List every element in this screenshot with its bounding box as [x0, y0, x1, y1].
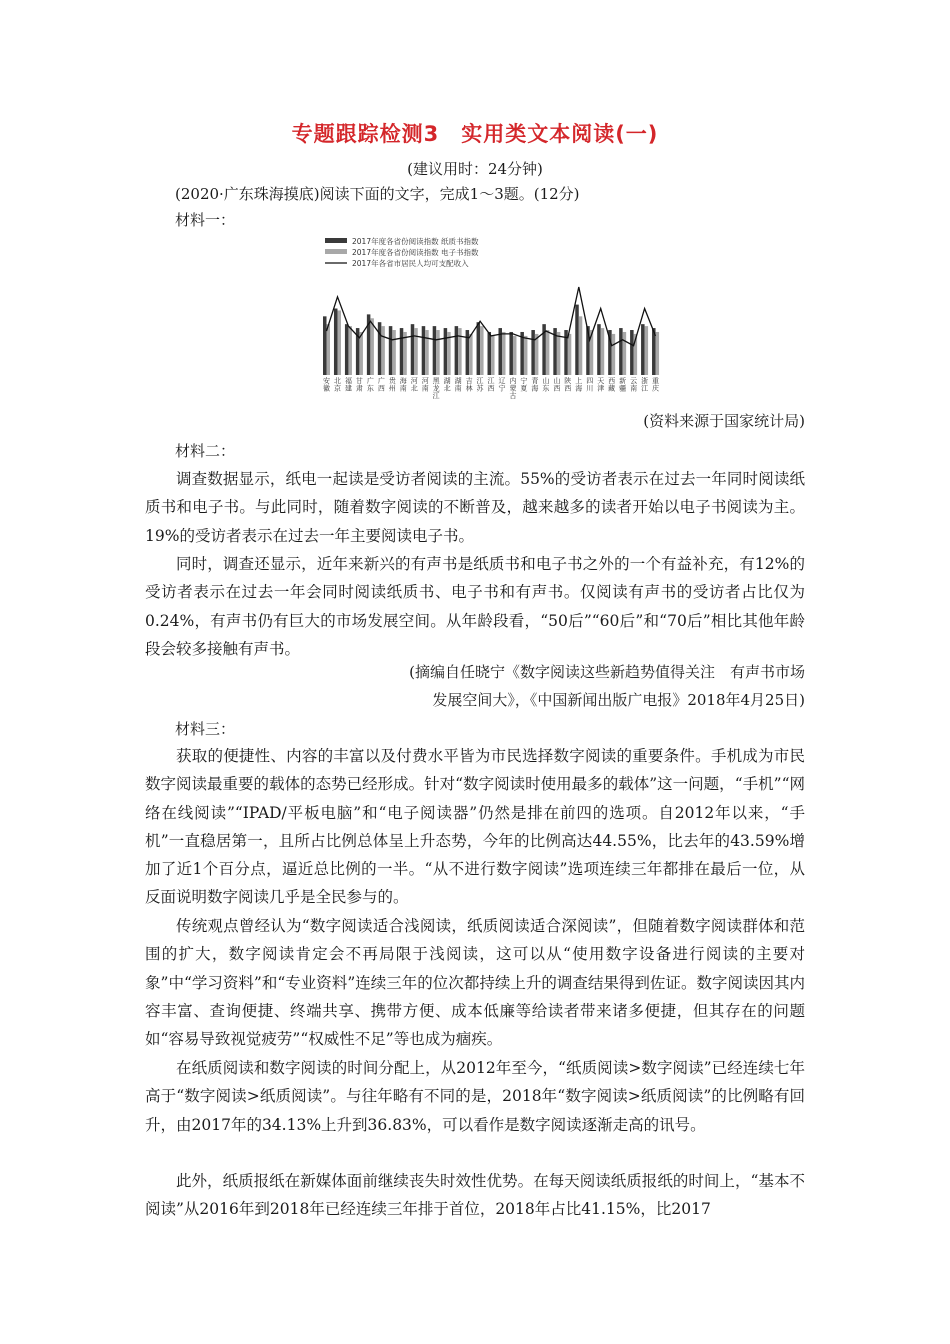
- bar-ebook-湖南: [458, 328, 462, 375]
- x-tick-label: 新疆: [619, 377, 627, 393]
- bar-paper-贵州: [389, 326, 393, 375]
- bar-ebook-福建: [348, 326, 352, 375]
- bar-paper-湖北: [444, 328, 448, 375]
- bar-ebook-辽宁: [502, 332, 506, 375]
- bar-ebook-江苏: [480, 326, 484, 375]
- x-tick-label: 辽宁: [498, 377, 506, 393]
- bar-paper-广西: [378, 322, 382, 375]
- suggested-time: (建议用时：24分钟): [407, 160, 543, 178]
- bar-ebook-安徽: [327, 324, 331, 375]
- material2-paragraph-1: 调查数据显示，纸电一起读是受访者阅读的主流。55%的受访者表示在过去一年同时阅读纸质书和电子书。与此同时，随着数字阅读的不断普及，越来越多的读者开始以电子书阅读为主。19%的受访者表示在过去一年主要阅读电子书。: [145, 470, 805, 545]
- bar-ebook-河南: [425, 330, 429, 375]
- bar-paper-新疆: [619, 328, 623, 375]
- bar-ebook-广西: [381, 326, 385, 375]
- bar-paper-河南: [422, 326, 426, 375]
- legend-swatch-1: [325, 238, 347, 243]
- bar-ebook-北京: [337, 310, 341, 375]
- bar-paper-云南: [630, 330, 634, 375]
- x-tick-label: 贵州: [388, 377, 396, 393]
- bar-ebook-浙江: [645, 326, 649, 375]
- x-tick-label: 天津: [597, 377, 605, 393]
- bar-paper-宁夏: [520, 332, 524, 375]
- bar-paper-天津: [597, 324, 601, 375]
- citation-line-1: (摘编自任晓宁《数字阅读这些新趋势值得关注 有声书市场: [409, 663, 805, 681]
- instruction: (2020·广东珠海摸底)阅读下面的文字，完成1～3题。(12分): [175, 185, 580, 203]
- chart-bars: [323, 287, 659, 375]
- material1-label: 材料一：: [175, 211, 236, 229]
- bar-paper-江苏: [477, 322, 481, 375]
- bar-ebook-宁夏: [524, 336, 528, 375]
- bar-ebook-新疆: [623, 332, 627, 375]
- bar-ebook-西藏: [612, 334, 616, 375]
- x-tick-label: 宁夏: [520, 377, 528, 393]
- bar-ebook-湖北: [447, 332, 451, 375]
- chart-x-labels: [323, 376, 659, 400]
- x-tick-label: 上海: [575, 377, 583, 393]
- material3-paragraph-2: 传统观点曾经认为“数字阅读适合浅阅读，纸质阅读适合深阅读”，但随着数字阅读群体和范围的扩大，数字阅读肯定会不再局限于浅阅读，这可以从“使用数字设备进行阅读的主要对象”中“学习资料”和“专业资料”连续三年的位次都持续上升的调查结果得到佐证。数字阅读因其内容丰富、查询便捷、终端共享、携带方便、成本低廉等给读者带来诸多便捷，但其存在的问题如“容易导致视觉疲劳”“权威性不足”等也成为痼疾。: [145, 917, 805, 1049]
- legend-label-3: 2017年各省市居民人均可支配收入: [352, 259, 469, 268]
- bar-paper-安徽: [323, 316, 327, 375]
- chart: [310, 232, 670, 402]
- bar-ebook-甘肃: [359, 332, 363, 375]
- x-tick-label: 江苏: [476, 377, 484, 393]
- x-tick-label: 云南: [630, 377, 638, 393]
- bar-paper-海南: [400, 328, 404, 375]
- bar-ebook-天津: [601, 328, 605, 375]
- chart-legend: [325, 236, 479, 268]
- page-title: 专题跟踪检测3 实用类文本阅读(一): [291, 122, 659, 146]
- bar-ebook-上海: [579, 316, 583, 375]
- legend-swatch-2: [325, 249, 347, 254]
- source-note: (资料来源于国家统计局): [643, 412, 805, 430]
- x-tick-label: 北京: [333, 377, 341, 393]
- legend-label-2: 2017年度各省份阅读指数 电子书指数: [352, 248, 479, 257]
- bar-paper-河北: [411, 324, 415, 375]
- x-tick-label: 广东: [366, 377, 374, 393]
- bar-ebook-重庆: [656, 332, 660, 375]
- bar-ebook-山西: [557, 332, 561, 375]
- bar-paper-青海: [531, 330, 535, 375]
- x-tick-label: 河南: [421, 377, 429, 393]
- x-tick-label: 安徽: [323, 377, 331, 393]
- x-tick-label: 江西: [487, 377, 495, 393]
- material2-paragraph-2: 同时，调查还显示，近年来新兴的有声书是纸质书和电子书之外的一个有益补充，有12%的受访者表示在过去一年会同时阅读纸质书、电子书和有声书。仅阅读有声书的受访者占比仅为0.24%，有声书仍有巨大的市场发展空间。从年龄段看，“50后”“60后”和“70后”相比其他年龄段会较多接触有声书。: [145, 555, 805, 658]
- x-tick-label: 陕西: [564, 377, 572, 393]
- bar-paper-上海: [575, 305, 579, 375]
- x-tick-label: 福建: [344, 377, 352, 393]
- material3-paragraph-1: 获取的便捷性、内容的丰富以及付费水平皆为市民选择数字阅读的重要条件。手机成为市民数字阅读最重要的载体的态势已经形成。针对“数字阅读时使用最多的载体”这一问题，“手机”“网络在线阅读”“IPAD/平板电脑”和“电子阅读器”仍然是排在前四的选项。自2012年以来，“手机”一直稳居第一，且所占比例总体呈上升态势，今年的比例高达44.55%，比去年的43.59%增加了近1个百分点，逼近总比例的一半。“从不进行数字阅读”选项连续三年都排在最后一位，从反面说明数字阅读几乎是全民参与的。: [145, 747, 805, 907]
- bar-paper-北京: [334, 309, 338, 375]
- material2-label: 材料二：: [175, 442, 236, 460]
- x-tick-label: 重庆: [652, 377, 660, 393]
- x-tick-label: 吉林: [465, 377, 473, 393]
- bar-ebook-海南: [403, 332, 407, 375]
- material3-paragraph-3: 在纸质阅读和数字阅读的时间分配上，从2012年至今，“纸质阅读>数字阅读”已经连续七年高于“数字阅读>纸质阅读”。与往年略有不同的是，2018年“数字阅读>纸质阅读”的比例略有回升，由2017年的34.13%上升到36.83%，可以看作是数字阅读逐渐走高的讯号。: [145, 1059, 805, 1134]
- bar-paper-福建: [345, 324, 349, 375]
- material3-label: 材料三：: [175, 720, 236, 738]
- x-tick-label: 内蒙古: [509, 377, 517, 400]
- x-tick-label: 浙江: [641, 377, 649, 393]
- x-tick-label: 山西: [553, 377, 561, 393]
- bar-ebook-江西: [491, 336, 495, 375]
- x-tick-label: 西藏: [608, 377, 616, 393]
- bar-ebook-广东: [370, 318, 374, 375]
- bar-ebook-黑龙江: [436, 330, 440, 375]
- bar-ebook-贵州: [392, 330, 396, 375]
- x-tick-label: 四川: [586, 377, 594, 393]
- x-tick-label: 黑龙江: [432, 377, 440, 400]
- bar-paper-内蒙古: [509, 332, 513, 375]
- bar-paper-湖南: [455, 326, 459, 375]
- x-tick-label: 山东: [542, 377, 550, 393]
- bar-paper-黑龙江: [433, 326, 437, 375]
- bar-paper-江西: [488, 332, 492, 375]
- bar-ebook-吉林: [469, 334, 473, 375]
- citation-line-2: 发展空间大》，《中国新闻出版广电报》2018年4月25日): [432, 691, 805, 709]
- x-tick-label: 河北: [410, 377, 418, 393]
- bar-paper-辽宁: [498, 328, 502, 375]
- bar-ebook-内蒙古: [513, 336, 517, 375]
- x-tick-label: 甘肃: [355, 377, 363, 393]
- x-tick-label: 湖南: [454, 377, 462, 393]
- x-tick-label: 广西: [377, 377, 385, 393]
- bar-ebook-河北: [414, 328, 418, 375]
- x-tick-label: 青海: [531, 377, 539, 393]
- bar-paper-浙江: [641, 324, 645, 375]
- x-tick-label: 海南: [399, 377, 407, 393]
- legend-label-1: 2017年度各省份阅读指数 纸质书指数: [352, 237, 479, 246]
- material3-paragraph-4: 此外，纸质报纸在新媒体面前继续丧失时效性优势。在每天阅读纸质报纸的时间上，“基本不阅读”从2016年到2018年已经连续三年排于首位，2018年占比41.15%，比2017: [145, 1172, 805, 1219]
- bar-ebook-山东: [546, 330, 550, 375]
- x-tick-label: 湖北: [443, 377, 451, 393]
- bar-ebook-陕西: [568, 334, 572, 375]
